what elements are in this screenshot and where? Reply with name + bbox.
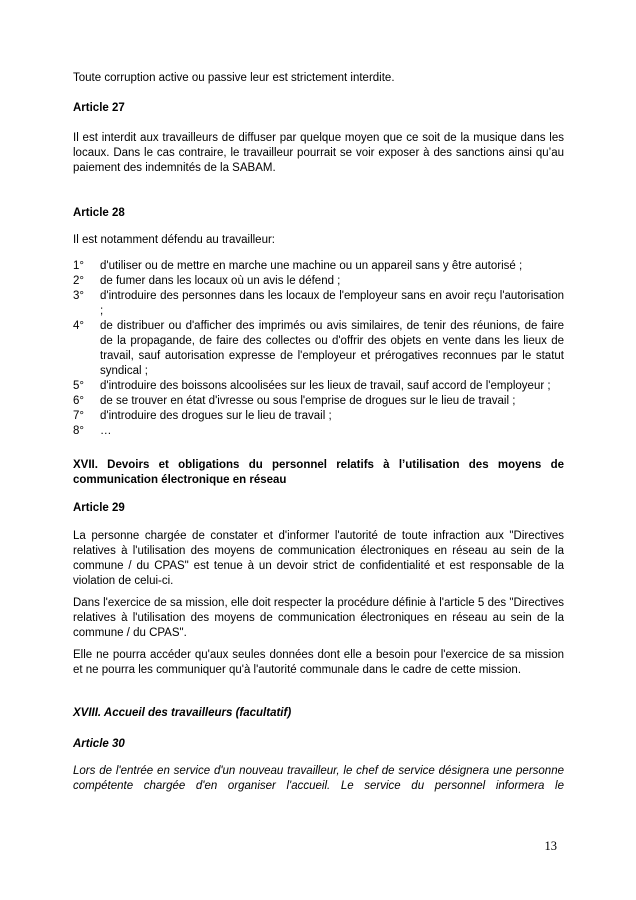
page-number: 13 [544, 839, 557, 853]
article-28-title: Article 28 [73, 207, 125, 219]
list-item [73, 319, 564, 379]
list-item [73, 394, 564, 409]
list-item-number: 3° [73, 290, 84, 302]
article-30-title: Article 30 [73, 738, 125, 750]
article-28-list [73, 259, 564, 439]
article-29-title: Article 29 [73, 502, 125, 514]
list-item [73, 289, 564, 319]
list-item [73, 409, 564, 424]
list-item-number: 4° [73, 320, 84, 332]
section-17-heading: XVII. Devoirs et obligations du personnel relatifs à l’utilisation des moyens de communication électronique en réseau [73, 459, 564, 486]
article-29-paragraph-1: La personne chargée de constater et d'informer l'autorité de toute infraction aux "Directives relatives à l'utilisation des moyens de communication électroniques en réseau au sein de la commune / du CPAS" est tenue à un devoir strict de confidentialité et est responsable de la violation de celui-ci. [73, 530, 564, 587]
list-item-number: 5° [73, 380, 84, 392]
article-29-paragraph-3: Elle ne pourra accéder qu'aux seules données dont elle a besoin pour l'exercice de sa mission et ne pourra les communiquer qu'à l'autorité communale dans le cadre de cette mission. [73, 649, 564, 676]
list-item-text: … [100, 425, 112, 437]
list-item-text: d'utiliser ou de mettre en marche une machine ou un appareil sans y être autorisé ; [100, 260, 523, 272]
article-29-paragraph-2: Dans l'exercice de sa mission, elle doit respecter la procédure définie à l'article 5 des "Directives relatives à l'utilisation des moyens de communication électroniques en réseau au sein de la commune / du CPAS". [73, 597, 564, 639]
article-30-body: Lors de l'entrée en service d'un nouveau travailleur, le chef de service désignera une personne compétente chargée d'en organiser l'accueil. Le service du personnel informera le [73, 765, 564, 792]
list-item-number: 2° [73, 275, 84, 287]
list-item [73, 259, 564, 274]
list-item [73, 424, 564, 439]
article-28-intro: Il est notamment défendu au travailleur: [73, 234, 276, 246]
list-item-text: d'introduire des drogues sur le lieu de travail ; [100, 410, 332, 422]
article-27-body: Il est interdit aux travailleurs de diffuser par quelque moyen que ce soit de la musique dans les locaux. Dans le cas contraire, le travailleur pourrait se voir exposer à des sanctions ainsi qu’au paiement des indemnités de la SABAM. [73, 132, 564, 174]
list-item-text: de fumer dans les locaux où un avis le défend ; [100, 275, 341, 287]
list-item-number: 6° [73, 395, 84, 407]
article-27-title: Article 27 [73, 102, 125, 114]
list-item [73, 274, 564, 289]
list-item-number: 7° [73, 410, 84, 422]
intro-paragraph: Toute corruption active ou passive leur est strictement interdite. [73, 72, 395, 84]
list-item-number: 1° [73, 260, 84, 272]
list-item-number: 8° [73, 425, 84, 437]
list-item-text: d'introduire des personnes dans les locaux de l'employeur sans en avoir reçu l'autorisation ; [100, 290, 564, 317]
section-18-heading: XVIII. Accueil des travailleurs (facultatif) [73, 707, 292, 719]
list-item-text: de distribuer ou d'afficher des imprimés ou avis similaires, de tenir des réunions, de faire de la propagande, de faire des collectes ou d'offrir des objets en vente dans les lieux de travail, sauf autorisation expresse de l'employeur et prérogatives reconnues par le statut syndical ; [100, 320, 564, 377]
list-item [73, 379, 564, 394]
list-item-text: de se trouver en état d'ivresse ou sous l'emprise de drogues sur le lieu de travail ; [100, 395, 516, 407]
list-item-text: d'introduire des boissons alcoolisées sur les lieux de travail, sauf accord de l'employeur ; [100, 380, 551, 392]
